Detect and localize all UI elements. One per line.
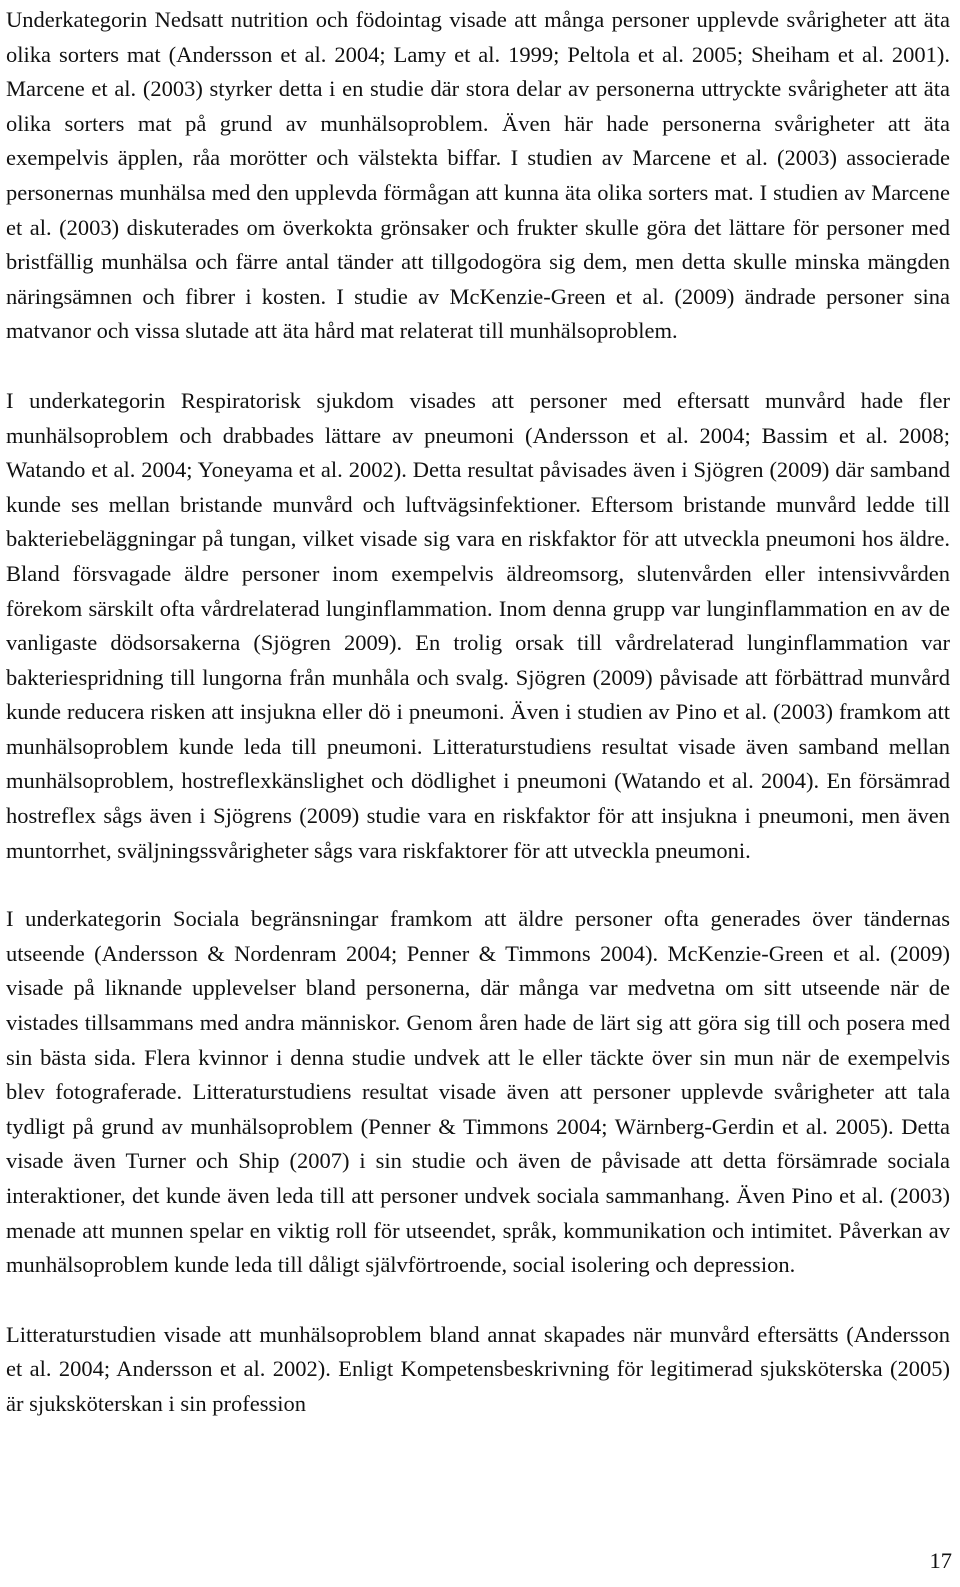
paragraph-respiratory: I underkategorin Respiratorisk sjukdom visades att personer med eftersatt munvård hade fler munhälsoproblem och drabbades lättare av pneumoni (Andersson et al. 2004; Bassim et al. 2008; Watando et al. 2004; Yoneyama et al. 2002). Detta resultat påvisades även i Sjögren (2009) där samband kunde ses mellan bristande munvård och luftvägsinfektioner. Eftersom bristande munvård ledde till bakteriebeläggningar på tungan, vilket visade sig vara en riskfaktor för att utveckla pneumoni hos äldre. Bland försvagade äldre personer inom exempelvis äldreomsorg, slutenvården eller intensivvården förekom särskilt ofta vårdrelaterad lunginflammation. Inom denna grupp var lunginflammation en av de vanligaste dödsorsakerna (Sjögren 2009). En trolig orsak till vårdrelaterad lunginflammation var bakteriespridning till lungorna från munhåla och svalg. Sjögren (2009) påvisade att förbättrad munvård kunde reducera risken att insjukna eller dö i pneumoni. Även i studien av Pino et al. (2003) framkom att munhälsoproblem kunde leda till pneumoni. Litteraturstudiens resultat visade även samband mellan munhälsoproblem, hostreflexkänslighet och dödlighet i pneumoni (Watando et al. 2004). En försämrad hostreflex sågs även i Sjögrens (2009) studie vara en riskfaktor för att insjukna i pneumoni, men även muntorrhet, sväljningssvårigheter sågs vara riskfaktorer för att utveckla pneumoni. <box>6 387 950 863</box>
paragraph-literature-summary: Litteraturstudien visade att munhälsoproblem bland annat skapades när munvård eftersätts (Andersson et al. 2004; Andersson et al. 2002). Enligt Kompetensbeskrivning för legitimerad sjuksköterska (2005) är sjuksköterskan i sin profession <box>6 1321 950 1416</box>
document-page <box>6 0 950 1422</box>
paragraph-social: I underkategorin Sociala begränsningar framkom att äldre personer ofta generades över tändernas utseende (Andersson & Nordenram 2004; Penner & Timmons 2004). McKenzie-Green et al. (2009) visade på liknande upplevelser bland personerna, där många var medvetna om sitt utseende när de vistades tillsammans med andra människor. Genom åren hade de lärt sig att göra sig till och posera med sin bästa sida. Flera kvinnor i denna studie undvek att le eller täckte över sin mun när de exempelvis blev fotograferade. Litteraturstudiens resultat visade även att personer upplevde svårigheter att tala tydligt på grund av munhälsoproblem (Penner & Timmons 2004; Wärnberg-Gerdin et al. 2005). Detta visade även Turner och Ship (2007) i sin studie och även de påvisade att detta försämrade sociala interaktioner, det kunde även leda till att personer undvek sociala sammanhang. Även Pino et al. (2003) menade att munnen spelar en viktig roll för utseendet, språk, kommunikation och intimitet. Påverkan av munhälsoproblem kunde leda till dåligt självförtroende, social isolering och depression. <box>6 906 950 1278</box>
page-number: 17 <box>929 1548 952 1573</box>
paragraph-nutrition: Underkategorin Nedsatt nutrition och födointag visade att många personer upplevde svårigheter att äta olika sorters mat (Andersson et al. 2004; Lamy et al. 1999; Peltola et al. 2005; Sheiham et al. 2001). Marcene et al. (2003) styrker detta i en studie där stora delar av personerna uttryckte svårigheter att äta olika sorters mat på grund av munhälsoproblem. Även här hade personerna svårigheter att äta exempelvis äpplen, råa morötter och välstekta biffar. I studien av Marcene et al. (2003) associerade personernas munhälsa med den upplevda förmågan att kunna äta olika sorters mat. I studien av Marcene et al. (2003) diskuterades om överkokta grönsaker och frukter skulle göra det lättare för personer med bristfällig munhälsa och färre antal tänder att tillgodogöra sig dem, men detta skulle minska mängden näringsämnen och fibrer i kosten. I studie av McKenzie-Green et al. (2009) ändrade personer sina matvanor och vissa slutade att äta hård mat relaterat till munhälsoproblem. <box>6 7 950 344</box>
